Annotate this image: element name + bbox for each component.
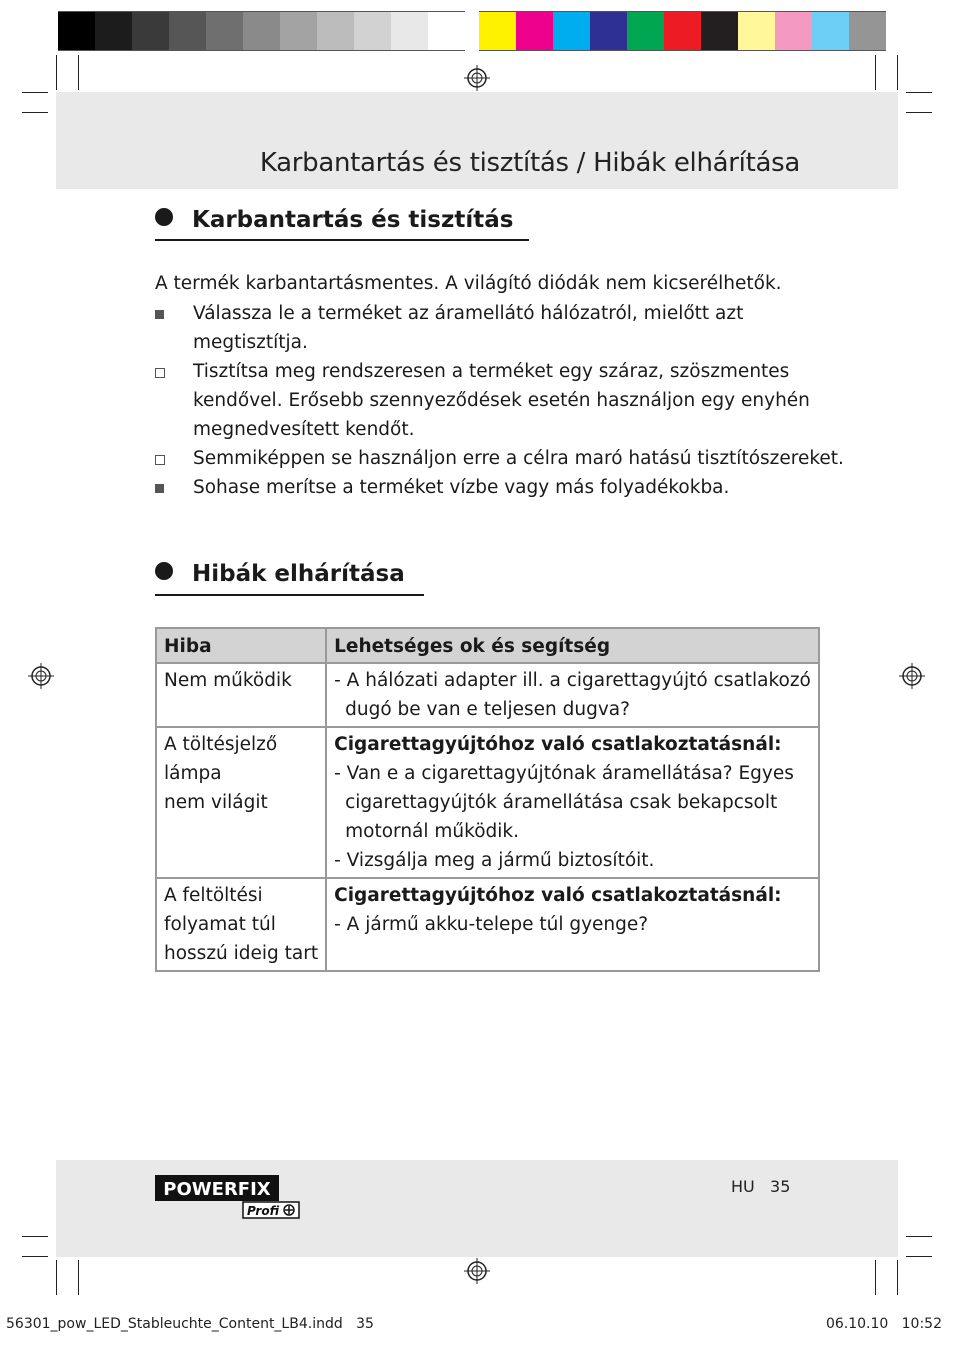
problem-text: Nem működik — [164, 670, 292, 691]
color-swatch — [627, 11, 664, 51]
color-swatch — [775, 11, 812, 51]
list-item-line: Semmiképpen se használjon erre a célra maró hatású tisztítószereket. — [193, 448, 844, 469]
crop-mark — [22, 112, 48, 113]
problem-text: A feltöltési — [164, 885, 263, 906]
square-bullet-hollow-icon — [155, 368, 165, 378]
color-swatch — [206, 11, 243, 51]
section-heading-maintenance — [155, 207, 513, 233]
square-bullet-filled-icon — [155, 484, 164, 493]
cause-text: motornál működik. — [345, 821, 519, 842]
crop-mark — [22, 92, 48, 93]
list-item-line: Tisztítsa meg rendszeresen a terméket egy száraz, szöszmentes — [193, 361, 790, 382]
crop-mark — [906, 1256, 932, 1257]
cause-text: cigarettagyújtók áramellátása csak bekapcsolt — [345, 792, 778, 813]
problem-cell — [156, 727, 326, 878]
page-number: 35 — [770, 1177, 791, 1196]
cause-text: dugó be van e teljesen dugva? — [345, 699, 630, 720]
crop-mark — [897, 1260, 898, 1295]
color-swatch — [664, 11, 701, 51]
problem-cell — [156, 878, 326, 971]
table-row — [156, 727, 819, 878]
color-swatch — [132, 11, 169, 51]
crop-mark — [78, 1260, 79, 1295]
problem-text: nem világit — [164, 792, 268, 813]
cause-cell — [326, 878, 819, 971]
crop-mark — [897, 55, 898, 90]
section-underline — [155, 239, 529, 241]
color-swatch — [516, 11, 553, 51]
list-item-line: Sohase merítse a terméket vízbe vagy más folyadékokba. — [193, 477, 730, 498]
problem-text: folyamat túl — [164, 914, 276, 935]
list-item-line: kendővel. Erősebb szennyeződések esetén használjon egy enyhén — [193, 390, 810, 411]
slug-date: 06.10.10 10:52 — [825, 1316, 942, 1332]
cause-heading: Cigarettagyújtóhoz való csatlakoztatásnál: — [334, 885, 782, 906]
color-swatch — [354, 11, 391, 51]
logo-subtext: Profi — [247, 1204, 280, 1218]
troubleshooting-table — [155, 627, 820, 972]
bullet-dot-icon — [155, 562, 173, 580]
cause-text: - Van e a cigarettagyújtónak áramellátása? Egyes — [334, 763, 794, 784]
section-heading-troubleshooting — [155, 561, 405, 587]
color-swatch — [738, 11, 775, 51]
crop-mark — [22, 1236, 48, 1237]
column-header-problem: Hiba — [156, 628, 326, 663]
problem-text: A töltésjelző — [164, 734, 278, 755]
table-header-row — [156, 628, 819, 663]
color-swatch — [428, 11, 465, 51]
table-row — [156, 663, 819, 727]
cause-heading: Cigarettagyújtóhoz való csatlakoztatásnál: — [334, 734, 782, 755]
section-underline — [155, 594, 424, 596]
square-bullet-hollow-icon — [155, 455, 165, 465]
section-heading-text: Hibák elhárítása — [192, 561, 405, 587]
crop-mark — [56, 55, 57, 90]
color-swatch — [701, 11, 738, 51]
logo-text: POWERFIX — [163, 1179, 271, 1200]
list-item-line: Válassza le a terméket az áramellátó hálózatról, mielőtt azt — [193, 303, 744, 324]
problem-cell — [156, 663, 326, 727]
crop-mark — [56, 1260, 57, 1295]
maintenance-intro: A termék karbantartásmentes. A világító diódák nem kicserélhetők. — [155, 273, 782, 294]
square-bullet-filled-icon — [155, 310, 164, 319]
page-info — [731, 1177, 790, 1196]
page-title: Karbantartás és tisztítás / Hibák elhárítása — [259, 148, 800, 178]
cause-cell — [326, 663, 819, 727]
cause-text: - A hálózati adapter ill. a cigarettagyújtó csatlakozó — [334, 670, 811, 691]
color-swatch — [812, 11, 849, 51]
crop-mark — [78, 55, 79, 90]
problem-text: hosszú ideig tart — [164, 943, 319, 964]
color-swatch — [280, 11, 317, 51]
registration-mark-icon — [899, 663, 925, 689]
powerfix-logo — [155, 1175, 300, 1219]
color-swatch — [169, 11, 206, 51]
crop-mark — [906, 1236, 932, 1237]
color-swatch — [391, 11, 428, 51]
table-row — [156, 878, 819, 971]
bullet-dot-icon — [155, 208, 173, 226]
cause-cell — [326, 727, 819, 878]
column-header-cause: Lehetséges ok és segítség — [326, 628, 819, 663]
registration-mark-icon — [464, 1258, 490, 1284]
language-code: HU — [731, 1177, 755, 1196]
list-item-line: megtisztítja. — [193, 332, 308, 353]
crop-mark — [875, 1260, 876, 1295]
color-swatch — [58, 11, 95, 51]
problem-text: lámpa — [164, 763, 222, 784]
crop-mark — [22, 1256, 48, 1257]
crop-mark — [875, 55, 876, 90]
section-heading-text: Karbantartás és tisztítás — [192, 207, 514, 233]
color-swatch — [95, 11, 132, 51]
registration-mark-icon — [464, 65, 490, 91]
color-swatch — [317, 11, 354, 51]
crop-mark — [906, 112, 932, 113]
cause-text: - Vizsgálja meg a jármű biztosítóit. — [334, 850, 655, 871]
color-swatch — [479, 11, 516, 51]
color-calibration-bar — [58, 11, 886, 51]
color-swatch — [553, 11, 590, 51]
color-swatch — [590, 11, 627, 51]
registration-mark-icon — [28, 663, 54, 689]
cause-text: - A jármű akku-telepe túl gyenge? — [334, 914, 649, 935]
slug-filename: 56301_pow_LED_Stableuchte_Content_LB4.indd 35 — [6, 1316, 374, 1332]
list-item-line: megnedvesített kendőt. — [193, 419, 415, 440]
color-swatch — [849, 11, 886, 51]
color-swatch — [243, 11, 280, 51]
crop-mark — [906, 92, 932, 93]
